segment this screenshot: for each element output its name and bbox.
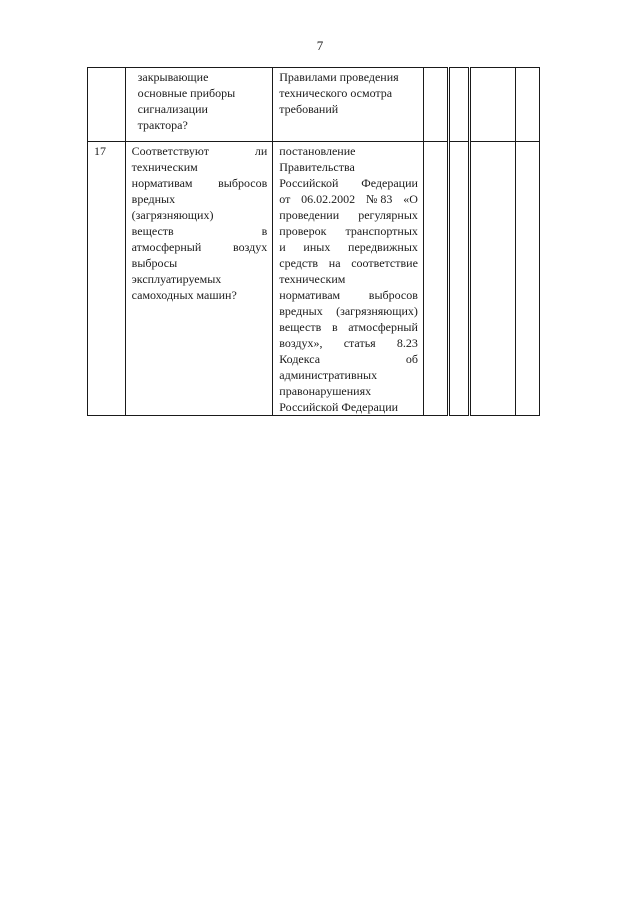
answer-cell <box>449 68 469 142</box>
reference-word: в <box>331 320 338 334</box>
reference-word: веществ <box>279 320 322 334</box>
reference-word: (загрязняющих) <box>336 304 418 318</box>
reference-word: об <box>405 352 418 366</box>
table-row <box>88 142 540 416</box>
question-word: веществ <box>131 224 174 238</box>
reference-line: административных <box>279 368 378 382</box>
reference-word: проверок <box>279 224 327 238</box>
answer-cell <box>515 142 539 416</box>
question-line: выбросы <box>131 256 178 270</box>
question-line: трактора? <box>137 118 188 132</box>
reference-line <box>279 207 418 223</box>
reference-word: от <box>279 192 291 206</box>
question-word: нормативам <box>131 176 193 190</box>
reference-line <box>279 303 418 319</box>
reference-word: воздух», <box>279 336 323 350</box>
reference-word: проведении <box>279 208 340 222</box>
reference-word: на <box>328 256 341 270</box>
reference-cell <box>273 68 424 142</box>
reference-line: правонарушениях <box>279 384 372 398</box>
reference-line: технического осмотра <box>279 86 393 100</box>
question-word: Соответствуют <box>131 144 209 158</box>
reference-word: 8.23 <box>396 336 418 350</box>
row-number-cell <box>88 142 126 416</box>
reference-word: вредных <box>279 304 323 318</box>
reference-word: атмосферный <box>348 320 418 334</box>
reference-line <box>279 319 418 335</box>
reference-word: 06.02.2002 <box>301 192 356 206</box>
question-line: закрывающие <box>137 70 209 84</box>
reference-line <box>279 351 418 367</box>
reference-word: передвижных <box>348 240 418 254</box>
reference-word: и <box>279 240 286 254</box>
reference-line: требований <box>279 102 339 116</box>
reference-line <box>279 223 418 239</box>
question-text <box>126 142 273 303</box>
reference-word: Федерации <box>361 176 418 190</box>
reference-line: техническим <box>279 272 346 286</box>
question-word: в <box>261 224 268 238</box>
question-line: вредных <box>131 192 176 206</box>
answer-cell <box>469 68 515 142</box>
reference-word: «О <box>403 192 418 206</box>
question-cell <box>125 68 273 142</box>
question-line: эксплуатируемых <box>131 272 222 286</box>
reference-word: выбросов <box>368 288 418 302</box>
page-number: 7 <box>316 38 324 53</box>
table-row <box>88 68 540 142</box>
reference-word: статья <box>343 336 376 350</box>
reference-line: постановление <box>279 144 356 158</box>
reference-line <box>279 175 418 191</box>
reference-line: Правилами проведения <box>279 70 399 84</box>
reference-line <box>279 191 418 207</box>
answer-cell <box>423 68 448 142</box>
question-word: воздух <box>233 240 268 254</box>
reference-text <box>273 68 423 117</box>
question-line <box>132 239 268 255</box>
reference-word: регулярных <box>358 208 418 222</box>
reference-line <box>279 239 418 255</box>
question-line <box>132 223 268 239</box>
reference-word: нормативам <box>279 288 341 302</box>
question-line: основные приборы <box>137 86 236 100</box>
reference-line <box>279 287 418 303</box>
reference-word: соответствие <box>351 256 418 270</box>
answer-cell <box>423 142 448 416</box>
question-line: (загрязняющих) <box>131 208 214 222</box>
question-line <box>132 143 268 159</box>
question-line: самоходных машин? <box>131 288 237 302</box>
question-word: атмосферный <box>131 240 202 254</box>
row-number-cell <box>88 68 126 142</box>
question-line <box>132 175 268 191</box>
answer-cell <box>449 142 469 416</box>
reference-word: № 83 <box>365 192 393 206</box>
reference-word: транспортных <box>345 224 418 238</box>
reference-word: иных <box>303 240 331 254</box>
question-text <box>126 68 273 133</box>
reference-cell <box>273 142 424 416</box>
question-cell <box>125 142 273 416</box>
reference-text <box>273 142 423 415</box>
reference-word: средств <box>279 256 319 270</box>
question-word: ли <box>254 144 268 158</box>
reference-word: Кодекса <box>279 352 321 366</box>
reference-line <box>279 255 418 271</box>
checklist-table <box>87 67 540 416</box>
reference-line: Российской Федерации <box>279 400 399 414</box>
question-line: сигнализации <box>137 102 208 116</box>
row-number <box>88 68 125 69</box>
question-line: техническим <box>131 160 198 174</box>
reference-line: Правительства <box>279 160 355 174</box>
question-word: выбросов <box>218 176 268 190</box>
answer-cell <box>515 68 539 142</box>
reference-word: Российской <box>279 176 339 190</box>
answer-cell <box>469 142 515 416</box>
row-number: 17 <box>94 144 106 158</box>
reference-line <box>279 335 418 351</box>
